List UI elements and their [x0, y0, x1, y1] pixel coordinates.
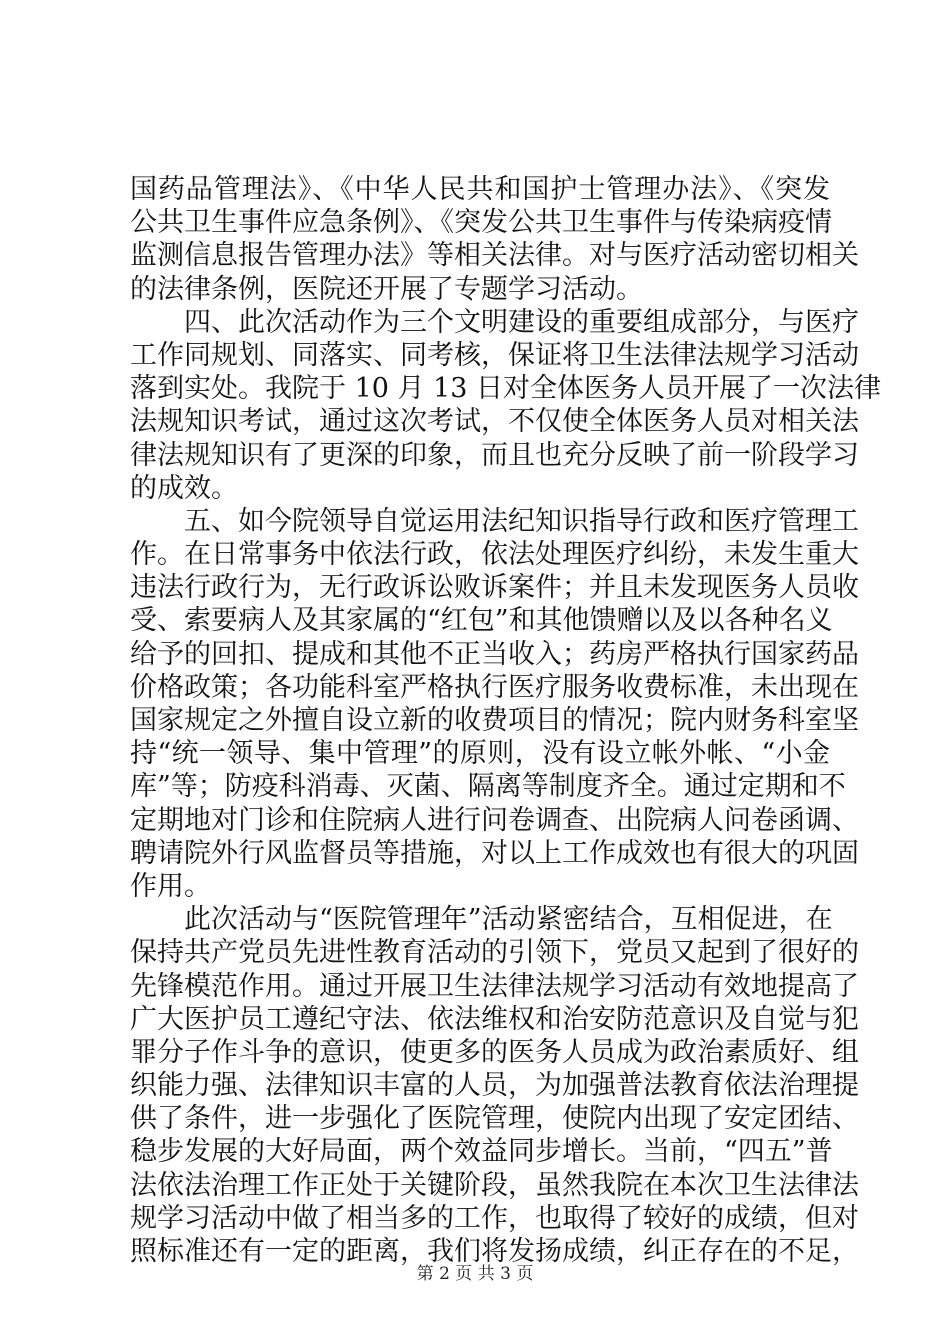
- paragraph-line: 保持共产党员先进性教育活动的引领下，党员又起到了很好的: [130, 937, 859, 969]
- paragraph-line: 违法行政行为，无行政诉讼败诉案件；并且未发现医务人员收: [130, 572, 859, 604]
- paragraph-line: 律法规知识有了更深的印象，而且也充分反映了前一阶段学习: [130, 439, 859, 471]
- paragraph-line: 国药品管理法》、《中华人民共和国护士管理办法》、《突发: [130, 174, 830, 205]
- paragraph-line: 作用。: [130, 870, 211, 902]
- paragraph-line: 罪分子作斗争的意识，使更多的医务人员成为政治素质好、组: [130, 1036, 859, 1068]
- paragraph-line: 国家规定之外擅自设立新的收费项目的情况；院内财务科室坚: [130, 705, 859, 736]
- paragraph-line: 作。在日常事务中依法行政，依法处理医疗纠纷，未发生重大: [130, 539, 859, 571]
- paragraph-line: 受、索要病人及其家属的“红包”和其他馈赠以及以各种名义: [130, 605, 833, 637]
- paragraph-line: 库”等；防疫科消毒、灭菌、隔离等制度齐全。通过定期和不: [130, 771, 846, 803]
- paragraph-line: 规学习活动中做了相当多的工作，也取得了较好的成绩，但对: [130, 1202, 859, 1234]
- document-body: [130, 173, 882, 1268]
- paragraph-line: 先锋模范作用。通过开展卫生法律法规学习活动有效地提高了: [130, 970, 859, 1002]
- paragraph-line: 给予的回扣、提成和其他不正当收入；药房严格执行国家药品: [130, 638, 859, 670]
- paragraph-line: 价格政策；各功能科室严格执行医疗服务收费标准，未出现在: [130, 671, 859, 703]
- paragraph-line: 五、如今院领导自觉运用法纪知识指导行政和医疗管理工: [184, 505, 859, 537]
- paragraph-line: 工作同规划、同落实、同考核，保证将卫生法律法规学习活动: [130, 339, 859, 371]
- paragraph-line: 法规知识考试，通过这次考试，不仅使全体医务人员对相关法: [130, 406, 859, 438]
- paragraph-line: 供了条件，进一步强化了医院管理，使院内出现了安定团结、: [130, 1103, 859, 1135]
- paragraph-line: 定期地对门诊和住院病人进行问卷调查、出院病人问卷函调、: [130, 804, 859, 836]
- paragraph-line: 监测信息报告管理办法》等相关法律。对与医疗活动密切相关: [130, 240, 859, 272]
- paragraph-line: 的法律条例，医院还开展了专题学习活动。: [130, 273, 643, 305]
- paragraph-line: 落到实处。我院于 10 月 13 日对全体医务人员开展了一次法律: [130, 373, 882, 405]
- paragraph-line: 稳步发展的大好局面，两个效益同步增长。当前，“四五”普: [130, 1136, 833, 1168]
- paragraph-line: 聘请院外行风监督员等措施，对以上工作成效也有很大的巩固: [130, 837, 859, 869]
- paragraph-line: 照标准还有一定的距离，我们将发扬成绩，纠正存在的不足，: [130, 1236, 859, 1267]
- paragraph-line: 四、此次活动作为三个文明建设的重要组成部分，与医疗: [184, 306, 859, 338]
- paragraph-line: 法依法治理工作正处于关键阶段，虽然我院在本次卫生法律法: [130, 1169, 859, 1201]
- paragraph-line: 持“统一领导、集中管理”的原则，没有设立帐外帐、“小金: [130, 738, 830, 770]
- paragraph-line: 织能力强、法律知识丰富的人员，为加强普法教育依法治理提: [130, 1070, 859, 1102]
- page-footer: 第 2 页 共 3 页: [416, 1264, 534, 1284]
- paragraph-line: 公共卫生事件应急条例》、《突发公共卫生事件与传染病疫情: [130, 207, 832, 239]
- paragraph-line: 的成效。: [130, 472, 238, 504]
- paragraph-line: 广大医护员工遵纪守法、依法维权和治安防范意识及自觉与犯: [130, 1003, 859, 1035]
- paragraph-line: 此次活动与“医院管理年”活动紧密结合，互相促进，在: [184, 904, 833, 936]
